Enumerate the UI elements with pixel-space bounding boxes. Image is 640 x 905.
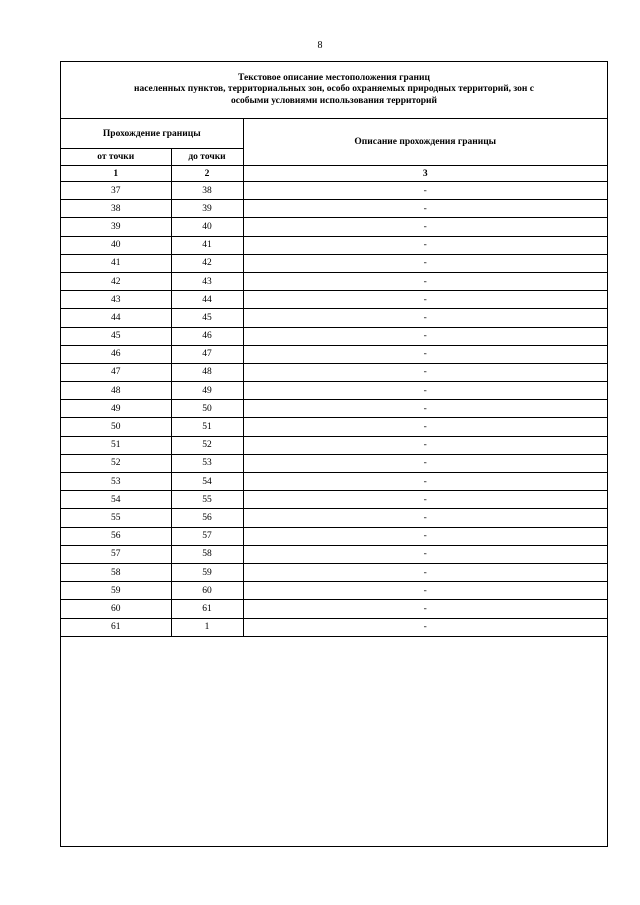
to-point-cell: 40 [171,218,243,236]
to-point-cell: 59 [171,563,243,581]
to-point-cell: 42 [171,254,243,272]
boundary-table [61,119,607,637]
table-row [61,509,607,527]
to-point-cell: 51 [171,418,243,436]
from-point-cell: 60 [61,600,171,618]
from-point-cell: 46 [61,345,171,363]
from-point-cell: 45 [61,327,171,345]
description-cell: - [243,236,607,254]
description-cell: - [243,509,607,527]
header-description: Описание прохождения границы [243,119,607,166]
header-column-number: 1 [61,166,171,182]
from-point-cell: 37 [61,182,171,200]
table-row [61,618,607,636]
header-to-point: до точки [171,149,243,166]
to-point-cell: 58 [171,545,243,563]
description-cell: - [243,218,607,236]
from-point-cell: 48 [61,382,171,400]
from-point-cell: 54 [61,491,171,509]
to-point-cell: 44 [171,291,243,309]
table-row [61,418,607,436]
from-point-cell: 59 [61,582,171,600]
table-row [61,291,607,309]
description-cell: - [243,400,607,418]
from-point-cell: 56 [61,527,171,545]
from-point-cell: 53 [61,473,171,491]
table-row [61,254,607,272]
table-row [61,563,607,581]
description-cell: - [243,327,607,345]
table-row [61,363,607,381]
table-row [61,272,607,290]
title-line: населенных пунктов, территориальных зон, особо охраняемых природных территорий, зон с [133,84,535,95]
title-line: Текстовое описание местоположения границ [238,72,430,83]
to-point-cell: 38 [171,182,243,200]
to-point-cell: 50 [171,400,243,418]
page-number: 8 [317,40,323,51]
from-point-cell: 52 [61,454,171,472]
table-row [61,382,607,400]
from-point-cell: 39 [61,218,171,236]
table-row [61,454,607,472]
from-point-cell: 44 [61,309,171,327]
from-point-cell: 61 [61,618,171,636]
description-cell: - [243,618,607,636]
from-point-cell: 43 [61,291,171,309]
to-point-cell: 60 [171,582,243,600]
description-cell: - [243,363,607,381]
to-point-cell: 1 [171,618,243,636]
table-row [61,582,607,600]
table-row [61,600,607,618]
to-point-cell: 52 [171,436,243,454]
table-row [61,200,607,218]
table-row [61,309,607,327]
from-point-cell: 57 [61,545,171,563]
to-point-cell: 46 [171,327,243,345]
title-line: особыми условиями использования территорий [231,95,437,106]
from-point-cell: 51 [61,436,171,454]
description-cell: - [243,254,607,272]
to-point-cell: 61 [171,600,243,618]
to-point-cell: 55 [171,491,243,509]
description-cell: - [243,182,607,200]
table-row [61,436,607,454]
table-row [61,327,607,345]
document-frame [60,61,608,847]
table-row [61,400,607,418]
table-row [61,236,607,254]
to-point-cell: 49 [171,382,243,400]
to-point-cell: 48 [171,363,243,381]
description-cell: - [243,582,607,600]
to-point-cell: 43 [171,272,243,290]
description-cell: - [243,418,607,436]
table-row [61,473,607,491]
from-point-cell: 38 [61,200,171,218]
description-cell: - [243,291,607,309]
to-point-cell: 56 [171,509,243,527]
header-from-point: от точки [61,149,171,166]
to-point-cell: 39 [171,200,243,218]
from-point-cell: 58 [61,563,171,581]
from-point-cell: 55 [61,509,171,527]
to-point-cell: 54 [171,473,243,491]
to-point-cell: 53 [171,454,243,472]
document-title [61,62,607,119]
description-cell: - [243,473,607,491]
description-cell: - [243,600,607,618]
to-point-cell: 45 [171,309,243,327]
header-column-number: 2 [171,166,243,182]
description-cell: - [243,527,607,545]
from-point-cell: 42 [61,272,171,290]
header-column-number: 3 [243,166,607,182]
description-cell: - [243,436,607,454]
description-cell: - [243,272,607,290]
description-cell: - [243,382,607,400]
to-point-cell: 57 [171,527,243,545]
from-point-cell: 40 [61,236,171,254]
description-cell: - [243,200,607,218]
table-row [61,218,607,236]
from-point-cell: 50 [61,418,171,436]
from-point-cell: 47 [61,363,171,381]
description-cell: - [243,345,607,363]
header-boundary-passage: Прохождение границы [61,119,243,149]
from-point-cell: 41 [61,254,171,272]
to-point-cell: 41 [171,236,243,254]
table-row [61,182,607,200]
description-cell: - [243,563,607,581]
to-point-cell: 47 [171,345,243,363]
description-cell: - [243,454,607,472]
table-row [61,491,607,509]
description-cell: - [243,491,607,509]
description-cell: - [243,309,607,327]
description-cell: - [243,545,607,563]
table-row [61,545,607,563]
from-point-cell: 49 [61,400,171,418]
table-row [61,345,607,363]
table-row [61,527,607,545]
